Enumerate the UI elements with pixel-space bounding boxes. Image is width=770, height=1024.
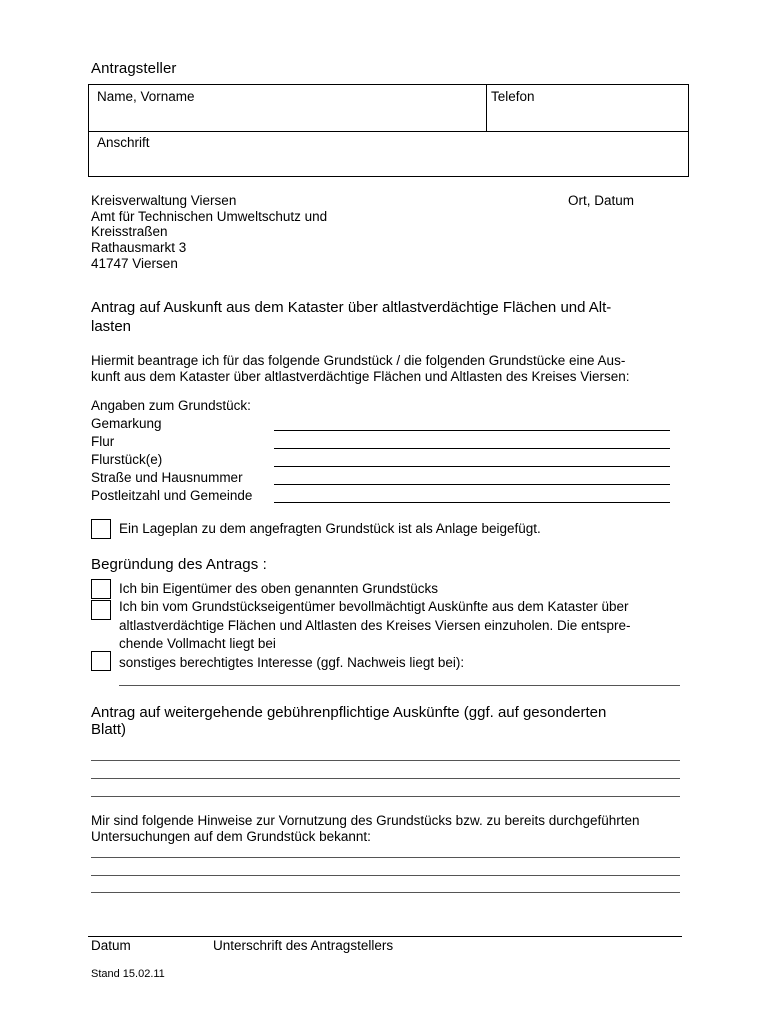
name-field-label: Name, Vorname [97,89,195,104]
flur-input-line[interactable] [274,448,670,449]
request-intro-line1: Hiermit beantrage ich für das folgende Grundstück / die folgenden Grundstücke eine Aus- [91,353,626,368]
authorized-label-line2: altlastverdächtige Flächen und Altlasten des Kreises Viersen einzuholen. Die entspre- [119,618,631,633]
applicant-box [88,84,689,177]
address-field[interactable] [97,153,682,171]
recipient-line: Amt für Technischen Umweltschutz und [91,209,328,224]
authorized-label-line3: chende Vollmacht liegt bei [119,636,276,651]
address-field-label: Anschrift [97,135,150,150]
request-title-line2: lasten [91,318,132,335]
street-input-line[interactable] [274,484,670,485]
notes-input-line[interactable] [91,857,680,858]
recipient-line: Kreisstraßen [91,224,168,239]
further-input-line[interactable] [91,760,680,761]
other-interest-label: sonstiges berechtigtes Interesse (ggf. Nachweis liegt bei): [119,655,465,670]
phone-field-label: Telefon [491,89,535,104]
notes-line2: Untersuchungen auf dem Grundstück bekannt: [91,829,371,844]
phone-field[interactable] [491,107,681,127]
recipient-line: Kreisverwaltung Viersen [91,193,237,208]
other-interest-input-line[interactable] [119,685,680,686]
notes-line1: Mir sind folgende Hinweise zur Vornutzung des Grundstücks bzw. zu bereits durchgeführten [91,813,640,828]
signature-line[interactable] [88,936,682,937]
property-heading: Angaben zum Grundstück: [91,398,251,413]
site-plan-label: Ein Lageplan zu dem angefragten Grundstück ist als Anlage beigefügt. [119,521,541,536]
flurstueck-input-line[interactable] [274,466,670,467]
reason-heading: Begründung des Antrags : [91,556,267,573]
property-field-label: Straße und Hausnummer [91,470,243,485]
property-field-label: Postleitzahl und Gemeinde [91,488,253,503]
further-input-line[interactable] [91,796,680,797]
applicant-divider-horizontal [89,131,688,132]
site-plan-checkbox[interactable] [91,519,111,539]
recipient-line: 41747 Viersen [91,256,178,271]
owner-label: Ich bin Eigentümer des oben genannten Grundstücks [119,581,438,596]
applicant-heading: Antragsteller [91,60,177,77]
request-intro-line2: kunft aus dem Kataster über altlastverdächtige Flächen und Altlasten des Kreises Viersen: [91,369,630,384]
postcode-input-line[interactable] [274,502,670,503]
property-field-label: Flur [91,434,115,449]
other-interest-checkbox[interactable] [91,651,111,671]
signature-label: Unterschrift des Antragstellers [213,938,394,953]
further-input-line[interactable] [91,778,680,779]
request-title-line1: Antrag auf Auskunft aus dem Kataster über altlastverdächtige Flächen und Alt- [91,299,612,316]
notes-input-line[interactable] [91,875,680,876]
place-date-label: Ort, Datum [568,193,635,208]
recipient-line: Rathausmarkt 3 [91,240,187,255]
owner-checkbox[interactable] [91,579,111,599]
further-title-line2: Blatt) [91,721,127,738]
authorized-checkbox[interactable] [91,600,111,620]
version-stamp: Stand 15.02.11 [91,968,165,980]
property-field-label: Flurstück(e) [91,452,163,467]
property-field-label: Gemarkung [91,416,162,431]
name-field[interactable] [97,107,477,127]
notes-input-line[interactable] [91,892,680,893]
gemarkung-input-line[interactable] [274,430,670,431]
date-label: Datum [91,938,131,953]
further-title-line1: Antrag auf weitergehende gebührenpflichtige Auskünfte (ggf. auf gesonderten [91,704,607,721]
applicant-divider-vertical [486,85,487,131]
authorized-label-line1: Ich bin vom Grundstückseigentümer bevollmächtigt Auskünfte aus dem Kataster über [119,599,629,614]
